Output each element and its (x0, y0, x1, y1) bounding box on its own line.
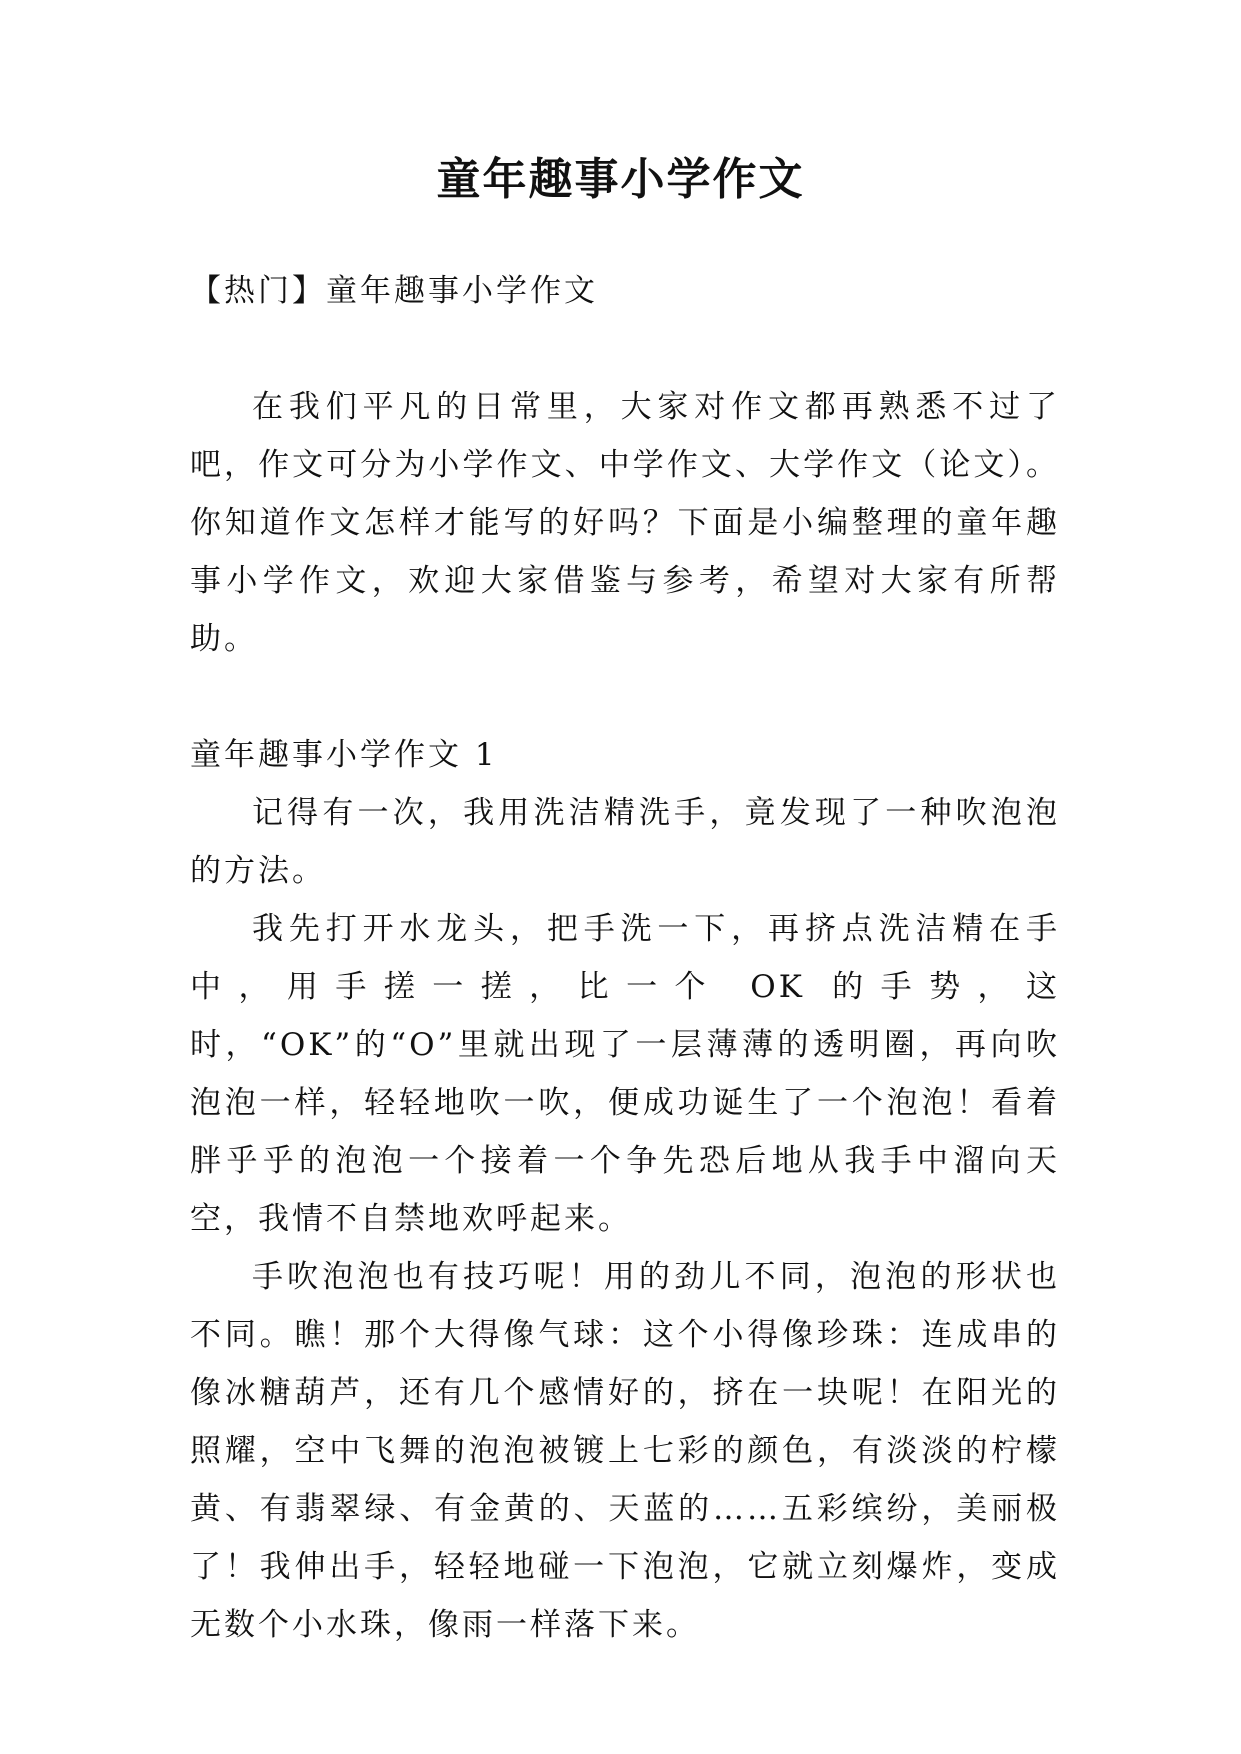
body-paragraph: 记得有一次，我用洗洁精洗手，竟发现了一种吹泡泡的方法。 (190, 795, 1060, 889)
section-title: 童年趣事小学作文 1 (190, 737, 498, 773)
intro-paragraph: 在我们平凡的日常里，大家对作文都再熟悉不过了吧，作文可分为小学作文、中学作文、大学作文（论文）。你知道作文怎样才能写的好吗？下面是小编整理的童年趣事小学作文，欢迎大家借鉴与参考，希望对大家有所帮助。 (190, 389, 1060, 657)
headline: 【热门】童年趣事小学作文 (190, 273, 598, 309)
body-paragraph: 我先打开水龙头，把手洗一下，再挤点洗洁精在手中，用手搓一搓，比一个 OK 的手势，这时，“OK”的“O”里就出现了一层薄薄的透明圈，再向吹泡泡一样，轻轻地吹一吹，便成功诞生了一个泡泡！看着胖乎乎的泡泡一个接着一个争先恐后地从我手中溜向天空，我情不自禁地欢呼起来。 (190, 911, 1060, 1237)
document-title: 童年趣事小学作文 (436, 154, 805, 205)
body-paragraph: 手吹泡泡也有技巧呢！用的劲儿不同，泡泡的形状也不同。瞧！那个大得像气球：这个小得像珍珠：连成串的像冰糖葫芦，还有几个感情好的，挤在一块呢！在阳光的照耀，空中飞舞的泡泡被镀上七彩的颜色，有淡淡的柠檬黄、有翡翠绿、有金黄的、天蓝的……五彩缤纷，美丽极了！我伸出手，轻轻地碰一下泡泡，它就立刻爆炸，变成无数个小水珠，像雨一样落下来。 (190, 1259, 1060, 1643)
document-body (190, 262, 1060, 1654)
